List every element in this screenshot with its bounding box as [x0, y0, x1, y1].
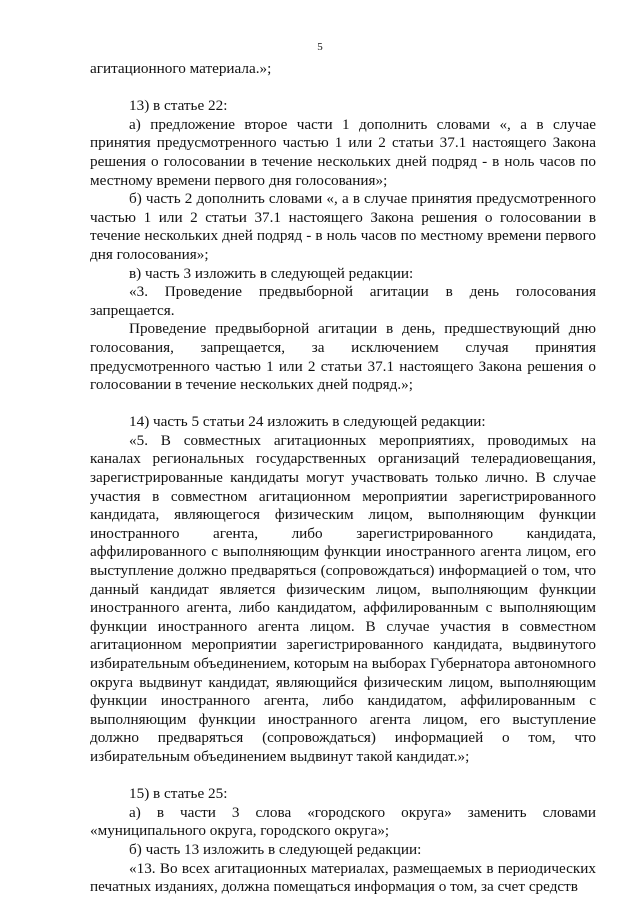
paragraph-gap [90, 767, 596, 786]
paragraph-13: «13. Во всех агитационных материалах, размещаемых в периодических печатных изданиях, должна помещаться информация о том, за счет средств [90, 859, 596, 896]
paragraph-11: а) в части 3 слова «городского округа» заменить словами «муниципального округа, городского округа»; [90, 803, 596, 840]
paragraph-2: 13) в статье 22: [129, 97, 228, 115]
paragraph-3: а) предложение второе части 1 дополнить словами «, а в случае принятия предусмотренного частью 1 или 2 статьи 37.1 настоящего Закона решения о голосовании в течение нескольких дней подряд - в ноль часов по местному времени первого дня голосования»; [90, 115, 596, 189]
paragraph-4: б) часть 2 дополнить словами «, а в случае принятия предусмотренного частью 1 или 2 статьи 37.1 настоящего Закона решения о голосовании в течение нескольких дней подряд - в ноль часов по местному времени первого дня голосования»; [90, 190, 596, 263]
paragraph-7: Проведение предвыборной агитации в день, предшествующий дню голосования, запрещается, за исключением случая принятия предусмотренного частью 1 или 2 статьи 37.1 настоящего Закона решения о голосовании в течение нескольких дней подряд.»; [90, 320, 596, 394]
paragraph-6: «3. Проведение предвыборной агитации в день голосования запрещается. [90, 283, 596, 319]
paragraph-12: б) часть 13 изложить в следующей редакции: [129, 840, 422, 858]
paragraph-10: 15) в статье 25: [129, 785, 228, 803]
paragraph-9: «5. В совместных агитационных мероприятиях, проводимых на каналах региональных государственных организаций телерадиовещания, зарегистрированные кандидаты могут участвовать только лично. В случае участия в совместном агитационном мероприятии зарегистрированного кандидата, являющегося физическим лицом, выполняющим функции иностранного агента, либо зарегистрированного кандидата, аффилированного с выполняющим функции иностранного агента лицом, его выступление должно предваряться (сопровождаться) информацией о том, что данный кандидат является физическим лицом, выполняющим функции иностранного агента, либо кандидатом, аффилированным с выполняющим функции иностранного агента лицом. В случае участия в совместном агитационном мероприятии зарегистрированного кандидата, выдвинутого избирательным объединением, которым на выборах Губернатора автономного округа выдвинут кандидат, являющийся физическим лицом, выполняющим функции иностранного агента, либо кандидатом, аффилированным с выполняющим функции иностранного агента лицом, его выступление должно предваряться (сопровождаться) информацией о том, что избирательным объединением выдвинут такой кандидат.»; [90, 431, 596, 765]
paragraph-8: 14) часть 5 статьи 24 изложить в следующей редакции: [129, 413, 486, 431]
paragraph-gap [90, 79, 596, 98]
paragraph-5: в) часть 3 изложить в следующей редакции: [129, 264, 414, 282]
page-number: 5 [317, 41, 323, 53]
paragraph-gap [90, 395, 596, 414]
paragraph-1: агитационного материала.»; [90, 60, 272, 77]
document-body [90, 60, 596, 897]
